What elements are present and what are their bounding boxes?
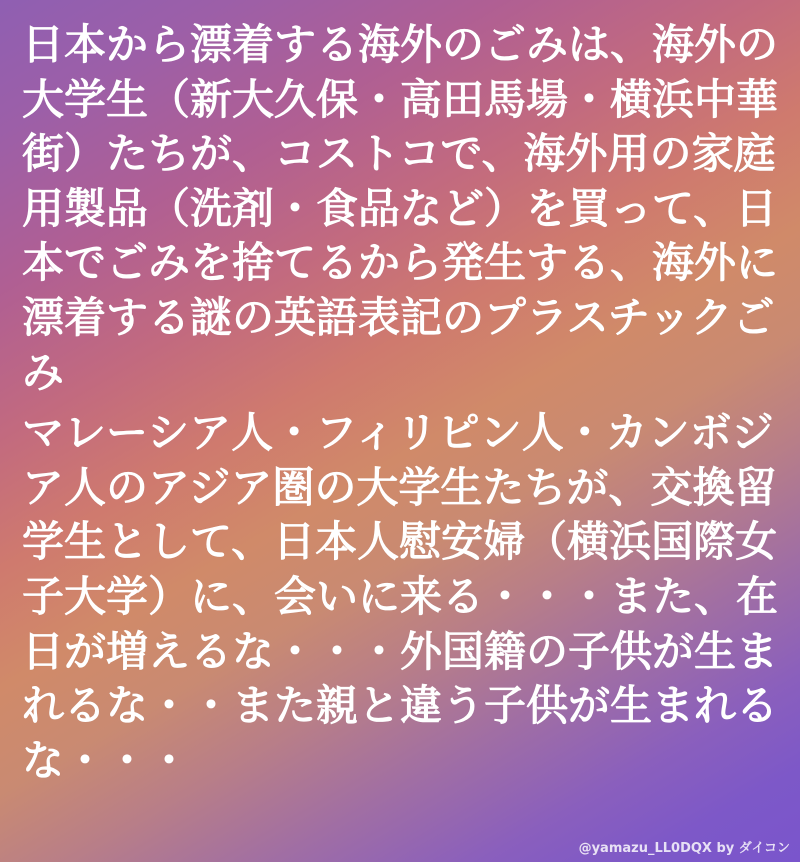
credit-watermark: @yamazu_LL0DQX by ダイコン [578, 841, 790, 856]
quote-paragraph-1: 日本から漂着する海外のごみは、海外の大学生（新大久保・高田馬場・横浜中華街）たちが、コストコで、海外用の家庭用製品（洗剤・食品など）を買って、日本でごみを捨てるから発生する、海外に漂着する謎の英語表記のプラスチックごみ [22, 20, 779, 397]
quote-paragraph-2: マレーシア人・フィリピン人・カンボジア人のアジア圏の大学生たちが、交換留学生として、日本人慰安婦（横浜国際女子大学）に、会いに来る・・・また、在日が増えるな・・・外国籍の子供が生まれるな・・また親と違う子供が生まれるな・・・ [22, 408, 779, 785]
